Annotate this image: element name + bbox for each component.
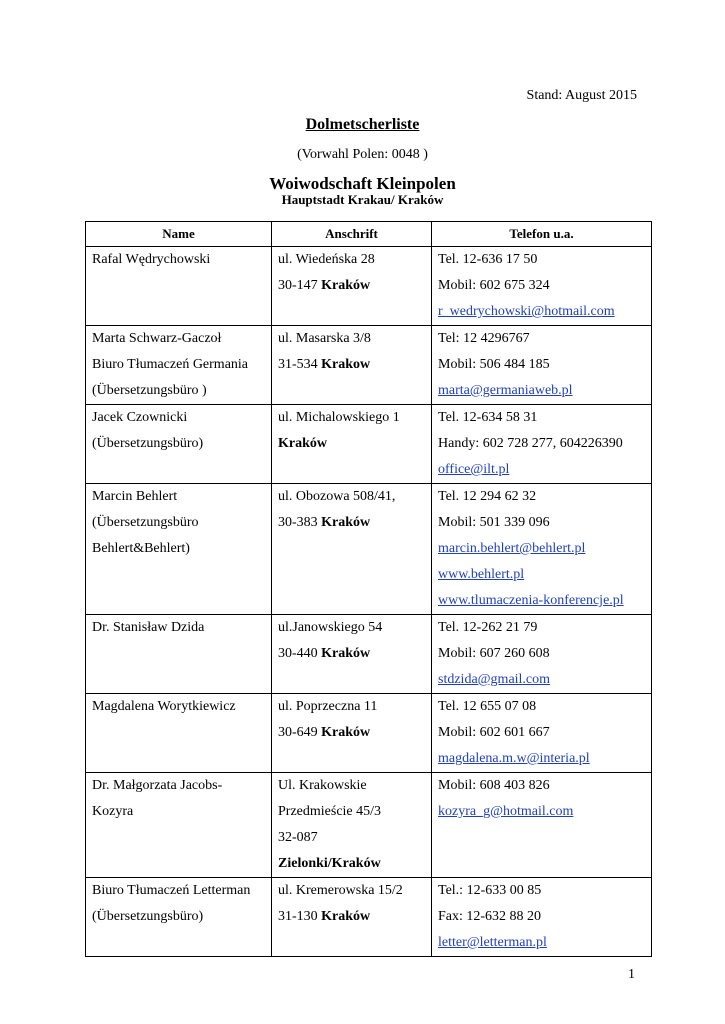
name-line: Dr. Małgorzata Jacobs- [92,778,223,793]
name-line: Biuro Tłumaczeń Letterman [92,883,251,898]
address-city: Kraków [321,725,371,740]
link-line [438,536,651,562]
name-line: Behlert&Behlert) [92,541,190,556]
link-line [438,746,651,772]
table-row [86,484,652,615]
table-row [86,615,652,694]
phone-line: Tel. 12-634 58 31 [438,410,538,425]
address-text: ul. Michalowskiego 1 [278,410,400,425]
address-text: ul.Janowskiego 54 [278,620,383,635]
address-city: Zielonki/Kraków [278,856,381,871]
cell-address [272,405,432,484]
link-line [438,799,651,825]
contact-link[interactable]: kozyra_g@hotmail.com [438,804,574,819]
cell-contact [432,326,652,405]
contact-link[interactable]: r_wedrychowski@hotmail.com [438,304,615,319]
phone-line: Mobil: 608 403 826 [438,778,550,793]
table-row [86,326,652,405]
name-line: Magdalena Worytkiewicz [92,699,236,714]
phone-line: Mobil: 602 675 324 [438,278,550,293]
cell-contact [432,773,652,878]
address-text: 30-383 [278,515,322,530]
phone-line: Mobil: 607 260 608 [438,646,550,661]
cell-name [86,484,272,615]
address-line [278,405,431,431]
table-row [86,694,652,773]
phone-line: Mobil: 506 484 185 [438,357,550,372]
address-line [278,510,431,536]
address-city: Kraków [278,436,327,451]
name-line: (Übersetzungsbüro ) [92,383,207,398]
cell-name [86,247,272,326]
address-line [278,878,431,904]
address-text: ul. Obozowa 508/41, [278,489,396,504]
link-line [438,562,651,588]
cell-name [86,326,272,405]
table-row [86,773,652,878]
contact-link[interactable]: stdzida@gmail.com [438,672,551,687]
address-line [278,615,431,641]
header-phone: Telefon u.a. [432,222,652,247]
cell-contact [432,878,652,957]
table-row [86,247,652,326]
name-line: Dr. Stanisław Dzida [92,620,205,635]
address-line [278,273,431,299]
interpreter-table [85,221,652,957]
stand-date: Stand: August 2015 [526,88,637,103]
country-code-note: (Vorwahl Polen: 0048 ) [297,147,428,162]
cell-contact [432,694,652,773]
address-line [278,851,431,877]
address-text: Przedmieście 45/3 [278,804,382,819]
cell-name [86,878,272,957]
cell-name [86,773,272,878]
name-line: Biuro Tłumaczeń Germania [92,357,249,372]
cell-address [272,694,432,773]
link-line [438,457,651,483]
contact-link[interactable]: magdalena.m.w@interia.pl [438,751,590,766]
address-text: 31-130 [278,909,322,924]
address-line [278,773,431,799]
address-text: 30-147 [278,278,322,293]
cell-contact [432,615,652,694]
address-line [278,431,431,457]
phone-line: Tel. 12 294 62 32 [438,489,537,504]
address-line [278,641,431,667]
address-line [278,799,431,825]
name-line: (Übersetzungsbüro) [92,909,204,924]
address-text: 30-649 [278,725,322,740]
contact-link[interactable]: www.behlert.pl [438,567,525,582]
name-line: Kozyra [92,804,134,819]
address-text: 31-534 [278,357,322,372]
address-line [278,720,431,746]
name-line: Rafal Wędrychowski [92,252,211,267]
name-line: (Übersetzungsbüro) [92,436,204,451]
phone-line: Mobil: 602 601 667 [438,725,550,740]
cell-contact [432,484,652,615]
address-city: Kraków [321,278,371,293]
capital-subheading: Hauptstadt Krakau/ Kraków [281,192,444,207]
address-line [278,247,431,273]
cell-contact [432,405,652,484]
address-text: ul. Kremerowska 15/2 [278,883,403,898]
address-text: Ul. Krakowskie [278,778,367,793]
address-line [278,484,431,510]
phone-line: Tel. 12-262 21 79 [438,620,538,635]
address-city: Kraków [321,909,371,924]
phone-line: Tel.: 12-633 00 85 [438,883,542,898]
page-title: Dolmetscherliste [305,116,420,133]
name-line: Marcin Behlert [92,489,178,504]
cell-name [86,405,272,484]
link-line [438,667,651,693]
name-line: (Übersetzungsbüro [92,515,199,530]
address-line [278,352,431,378]
page-number: 1 [628,967,635,982]
address-line [278,904,431,930]
header-name: Name [86,222,272,247]
region-heading: Woiwodschaft Kleinpolen [269,174,456,193]
address-text: ul. Masarska 3/8 [278,331,371,346]
cell-address [272,615,432,694]
address-text: ul. Wiedeńska 28 [278,252,375,267]
name-line: Jacek Czownicki [92,410,188,425]
link-line [438,299,651,325]
cell-name [86,694,272,773]
cell-address [272,484,432,615]
cell-contact [432,247,652,326]
header-address: Anschrift [272,222,432,247]
link-line [438,930,651,956]
address-line [278,825,431,851]
cell-address [272,247,432,326]
link-line [438,378,651,404]
address-line [278,694,431,720]
table-header-row [86,222,652,247]
table-row [86,878,652,957]
contact-link[interactable]: www.tlumaczenia-konferencje.pl [438,593,624,608]
cell-address [272,326,432,405]
phone-line: Handy: 602 728 277, 604226390 [438,436,623,451]
cell-address [272,773,432,878]
link-line [438,588,651,614]
table-row [86,405,652,484]
address-city: Kraków [321,646,371,661]
contact-link[interactable]: office@ilt.pl [438,462,510,477]
address-text: 30-440 [278,646,322,661]
phone-line: Tel. 12 655 07 08 [438,699,537,714]
address-text: ul. Poprzeczna 11 [278,699,378,714]
phone-line: Tel. 12-636 17 50 [438,252,538,267]
contact-link[interactable]: marcin.behlert@behlert.pl [438,541,586,556]
cell-name [86,615,272,694]
address-city: Kraków [321,515,371,530]
contact-link[interactable]: letter@letterman.pl [438,935,547,950]
address-city: Krakow [321,357,371,372]
contact-link[interactable]: marta@germaniaweb.pl [438,383,573,398]
phone-line: Tel: 12 4296767 [438,331,530,346]
address-text: 32-087 [278,830,318,845]
name-line: Marta Schwarz-Gaczoł [92,331,222,346]
address-line [278,326,431,352]
phone-line: Mobil: 501 339 096 [438,515,550,530]
cell-address [272,878,432,957]
phone-line: Fax: 12-632 88 20 [438,909,542,924]
